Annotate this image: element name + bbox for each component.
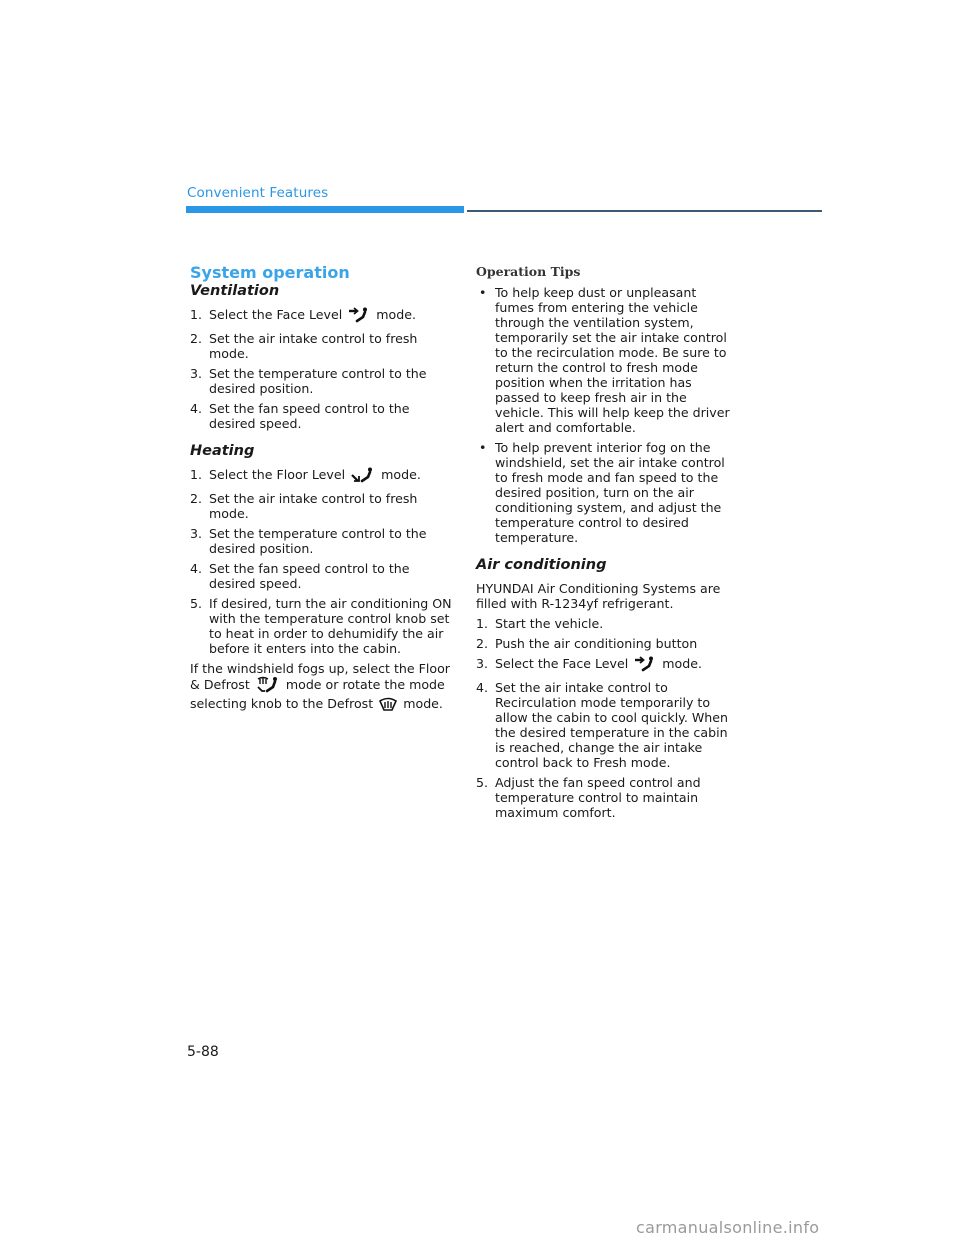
list-item: 2. Set the air intake control to fresh mode. <box>190 331 418 361</box>
list-item: 5. Adjust the fan speed control and temperature control to maintain maximum comfort. <box>476 775 701 820</box>
defrost-icon <box>379 697 397 715</box>
watermark: carmanualsonline.info <box>636 1218 820 1237</box>
face-level-icon <box>348 307 370 326</box>
header-bar-rule <box>467 210 822 212</box>
heating-steps <box>190 467 452 656</box>
page-number: 5-88 <box>187 1044 219 1060</box>
system-operation-heading: System operation <box>190 263 350 282</box>
list-item: 3. Select the Face Level mode. <box>476 656 738 675</box>
list-item: 1. Start the vehicle. <box>476 616 604 631</box>
floor-level-icon <box>351 467 375 486</box>
right-column <box>476 262 738 825</box>
list-item: 3. Set the temperature control to the desired position. <box>190 366 427 396</box>
header-bar-accent <box>186 206 464 213</box>
ventilation-steps <box>190 307 452 431</box>
heating-heading: Heating <box>190 443 255 459</box>
air-conditioning-heading: Air conditioning <box>476 557 607 573</box>
list-item: 4. Set the fan speed control to the desired speed. <box>190 401 410 431</box>
list-item: 4. Set the fan speed control to the desired speed. <box>190 561 410 591</box>
ac-intro: HYUNDAI Air Conditioning Systems are filled with R-1234yf refrigerant. <box>476 581 721 611</box>
operation-tips-heading: Operation Tips <box>476 264 581 279</box>
list-item: 1. Select the Face Level mode. <box>190 307 452 326</box>
floor-defrost-icon <box>256 676 280 696</box>
list-item: 1. Select the Floor Level mode. <box>190 467 452 486</box>
list-item: 2. Push the air conditioning button <box>476 636 698 651</box>
list-item: 4. Set the air intake control to Recirculation mode temporarily to allow the cabin to cool quickly. When the desired temperature in the cabin is reached, change the air intake control back to Fresh mode. <box>476 680 729 770</box>
left-column <box>190 262 452 720</box>
ventilation-heading: Ventilation <box>190 283 280 299</box>
list-item: 3. Set the temperature control to the desired position. <box>190 526 427 556</box>
list-item: 5. If desired, turn the air conditioning ON with the temperature control knob set to heat in order to dehumidify the air before it enters into the cabin. <box>190 596 452 656</box>
list-item: • To help keep dust or unpleasant fumes from entering the vehicle through the ventilation system, temporarily set the air intake control to the recirculation mode. Be sure to return the control to fresh mode position when the irritation has passed to keep fresh air in the vehicle. This will help keep the driver alert and comfortable. <box>479 285 730 435</box>
ac-steps <box>476 616 738 820</box>
defrost-note: If the windshield fogs up, select the Floor & Defrost mode or rotate the mode selecting knob to the Defrost mode. <box>190 661 452 715</box>
list-item: • To help prevent interior fog on the windshield, set the air intake control to fresh mode and fan speed to the desired position, turn on the air conditioning system, and adjust the temperature control to desired temperature. <box>479 440 725 545</box>
list-item: 2. Set the air intake control to fresh mode. <box>190 491 418 521</box>
section-title: Convenient Features <box>187 185 329 201</box>
operation-tips-list <box>476 285 738 545</box>
face-level-icon <box>634 656 656 675</box>
